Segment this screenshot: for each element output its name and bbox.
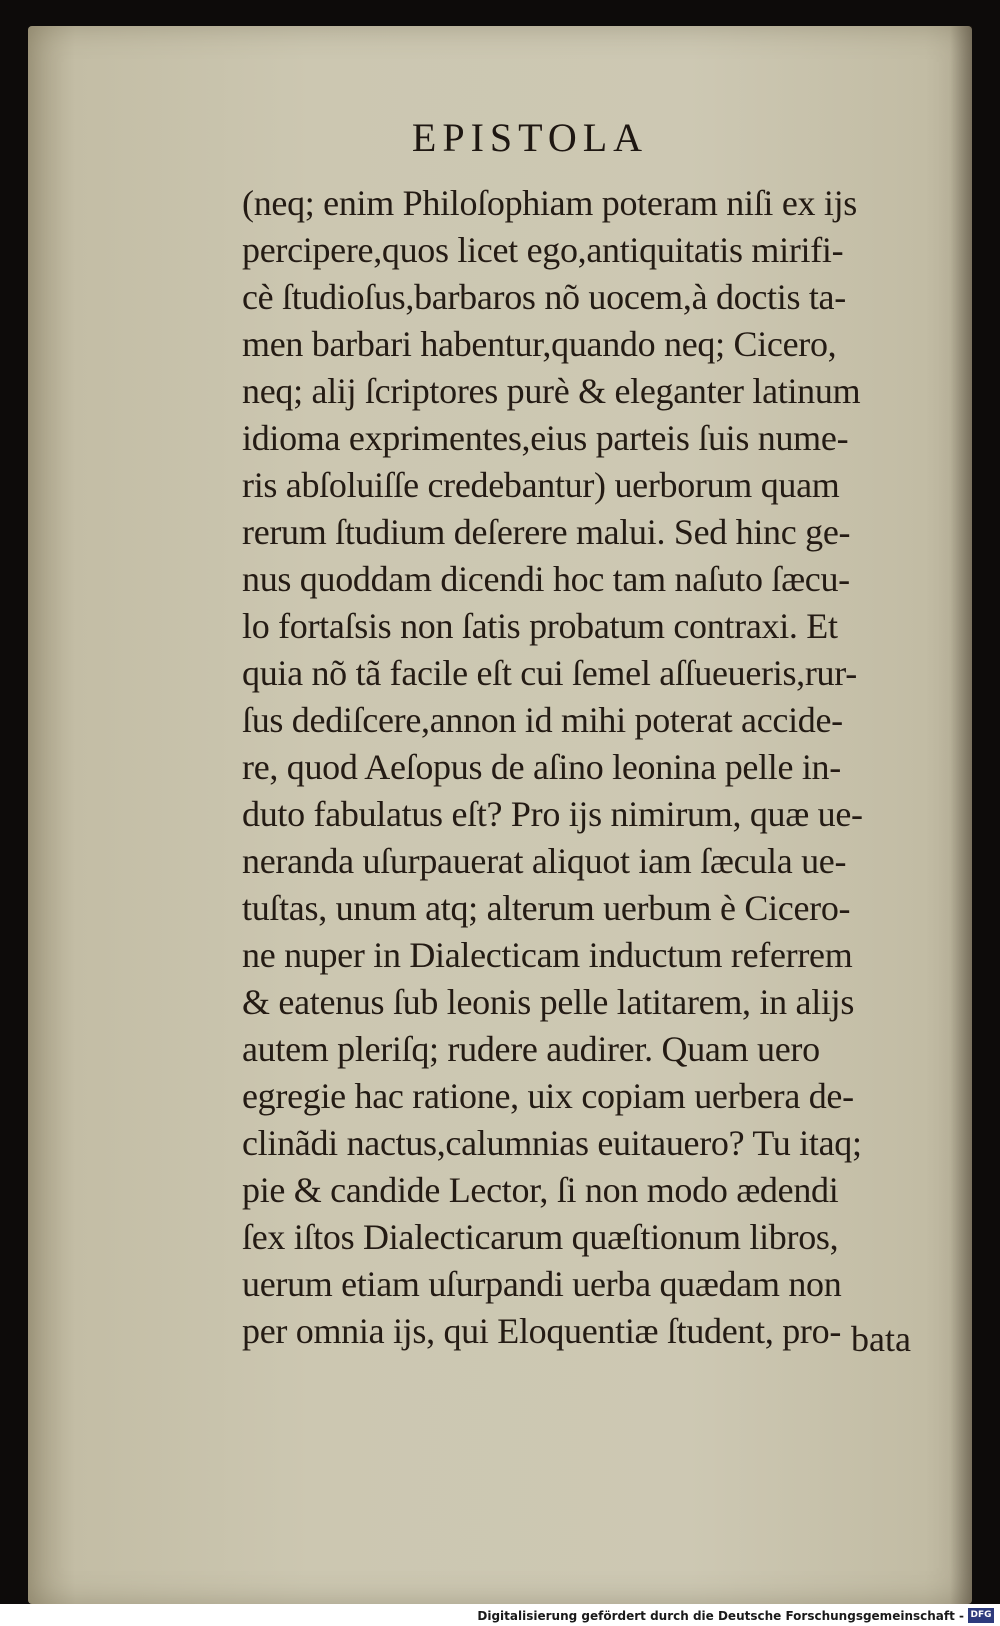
text-line: rerum ſtudium deſerere malui. Sed hinc ge- [242, 512, 851, 552]
catchword: bata [851, 1319, 911, 1359]
text-line: clinãdi nactus,calumnias euitauero? Tu itaq; [242, 1123, 862, 1163]
footer-credit: Digitalisierung gefördert durch die Deutsche Forschungsgemeinschaft - [477, 1609, 964, 1623]
text-line: ſus dediſcere,annon id mihi poterat accide- [242, 700, 843, 740]
text-line: ne nuper in Dialecticam inductum referrem [242, 935, 853, 975]
text-line: autem pleriſq; rudere audirer. Quam uero [242, 1029, 820, 1069]
text-line: neranda uſurpauerat aliquot iam ſæcula ue- [242, 841, 847, 881]
text-line: lo fortaſsis non ſatis probatum contraxi. Et [242, 606, 838, 646]
text-line: percipere,quos licet ego,antiquitatis mirifi- [242, 230, 844, 270]
text-block [242, 180, 962, 1355]
text-line: & eatenus ſub leonis pelle latitarem, in alijs [242, 982, 855, 1022]
text-line: ris abſoluiſſe credebantur) uerborum quam [242, 465, 840, 505]
dfg-logo-icon: DFG [968, 1608, 994, 1623]
running-header: EPISTOLA [411, 115, 649, 160]
text-line: re, quod Aeſopus de aſino leonina pelle in- [242, 747, 841, 787]
text-line: uerum etiam uſurpandi uerba quædam non [242, 1264, 842, 1304]
digitization-footer [0, 1604, 1000, 1626]
text-line: neq; alij ſcriptores purè & eleganter latinum [242, 371, 861, 411]
text-line: duto fabulatus eſt? Pro ijs nimirum, quæ ue- [242, 794, 863, 834]
text-line: per omnia ijs, qui Eloquentiæ ſtudent, pro- [242, 1311, 842, 1351]
text-line: nus quoddam dicendi hoc tam naſuto ſæcu- [242, 559, 850, 599]
text-line: quia nõ tã facile eſt cui ſemel aſſueueris,rur- [242, 653, 857, 693]
text-line: tuſtas, unum atq; alterum uerbum è Cicero- [242, 888, 851, 928]
text-line: men barbari habentur,quando neq; Cicero, [242, 324, 837, 364]
text-line: (neq; enim Philoſophiam poteram niſi ex ijs [242, 183, 858, 223]
text-line: idioma exprimentes,eius parteis ſuis nume- [242, 418, 849, 458]
text-line: cè ſtudioſus,barbaros nõ uocem,à doctis ta- [242, 277, 846, 317]
text-line: egregie hac ratione, uix copiam uerbera de- [242, 1076, 854, 1116]
book-page [28, 26, 972, 1604]
text-line: pie & candide Lector, ſi non modo ædendi [242, 1170, 839, 1210]
text-line: ſex iſtos Dialecticarum quæſtionum libros, [242, 1217, 839, 1257]
